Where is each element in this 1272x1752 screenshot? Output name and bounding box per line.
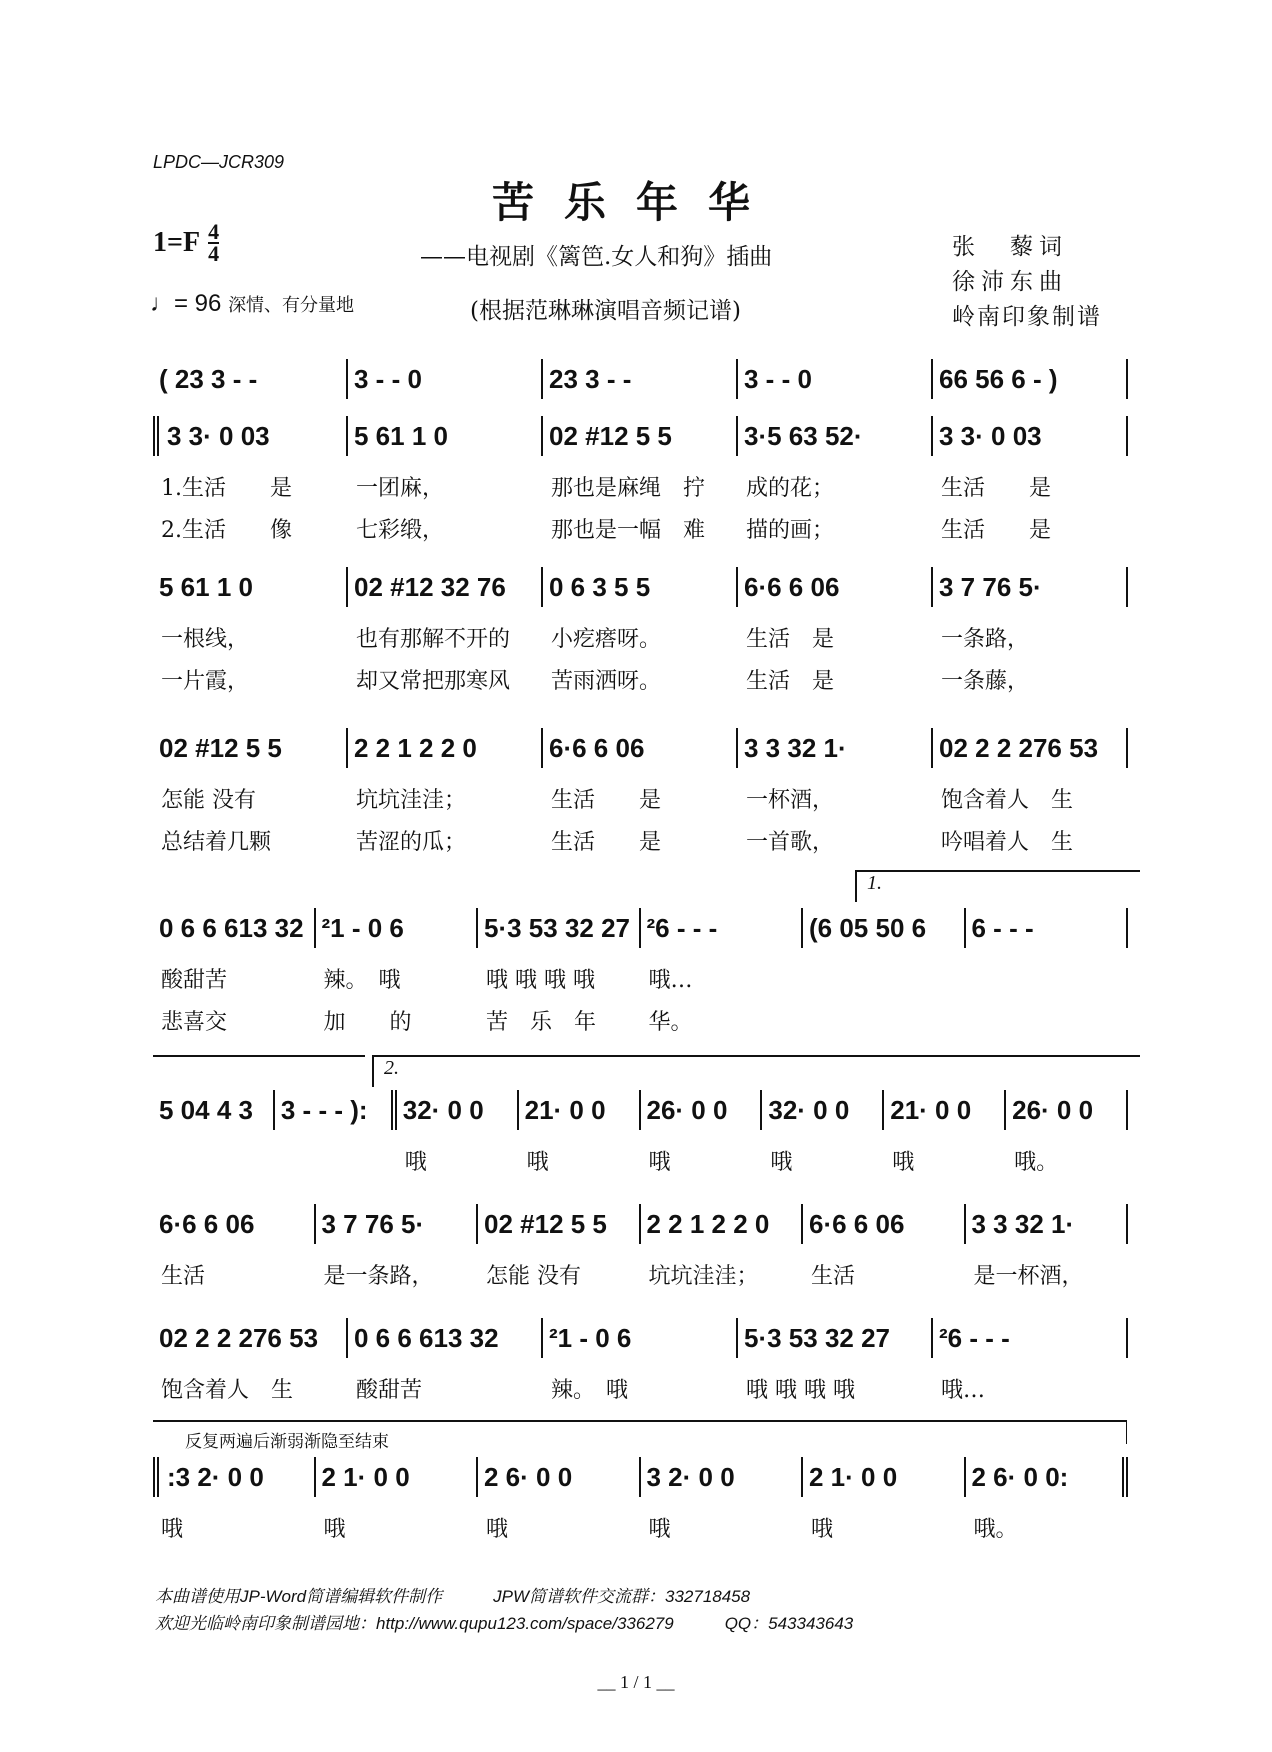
measure-notes: 3 2· 0 0 bbox=[641, 1457, 804, 1497]
lyric-verse-1: 坑坑洼洼； bbox=[356, 788, 467, 813]
measure-notes: 6 - - - bbox=[966, 908, 1129, 948]
measure bbox=[933, 416, 1128, 552]
measure bbox=[316, 1204, 479, 1298]
lyric-verse-1: 哦 bbox=[526, 1150, 549, 1175]
volta-first-continued bbox=[153, 1055, 365, 1087]
measure-notes: 2 6· 0 0: bbox=[966, 1457, 1129, 1497]
lyric-verse-2: 悲喜交 bbox=[161, 1010, 228, 1035]
lyric-verse-1: 哦… bbox=[648, 968, 693, 993]
footer-line-2: 欢迎光临岭南印象制谱园地：http://www.qupu123.com/space/336279 QQ：543343643 bbox=[155, 1614, 854, 1633]
lyric-verse-1: 一根线， bbox=[161, 627, 250, 652]
lyric-verse-1: 辣。 哦 bbox=[551, 1378, 629, 1403]
source-note: (根据范琳琳演唱音频记谱) bbox=[470, 298, 741, 324]
measure bbox=[397, 1090, 519, 1184]
lyric-verse-1: 一杯酒， bbox=[746, 788, 835, 813]
measure-notes: 5·3 53 32 27 bbox=[738, 1318, 933, 1358]
arranger: 岭南印象制谱 bbox=[952, 304, 1102, 330]
score-system bbox=[153, 416, 1128, 552]
lyric-verse-1: 是一杯酒， bbox=[973, 1264, 1084, 1289]
measure bbox=[933, 359, 1128, 399]
measure-notes: 02 2 2 276 53 bbox=[933, 728, 1128, 768]
score-system bbox=[153, 1457, 1128, 1551]
measure bbox=[543, 567, 738, 703]
measure-notes: 0 6 6 613 32 bbox=[348, 1318, 543, 1358]
measure bbox=[803, 1204, 966, 1298]
measure-notes: 6·6 6 06 bbox=[153, 1204, 316, 1244]
score-system bbox=[153, 908, 1128, 1044]
measure bbox=[348, 416, 543, 552]
lyric-verse-2: 苦 乐 年 bbox=[486, 1010, 597, 1035]
measure bbox=[543, 416, 738, 552]
score-code: LPDC—JCR309 bbox=[153, 152, 285, 172]
lyric-verse-1: 哦。 bbox=[973, 1517, 1018, 1542]
lyric-verse-1: 酸甜苦 bbox=[356, 1378, 423, 1403]
measure-notes: 3 7 76 5· bbox=[933, 567, 1128, 607]
measure bbox=[275, 1090, 397, 1184]
measure-notes: 26· 0 0 bbox=[1006, 1090, 1128, 1130]
score-system bbox=[153, 359, 1128, 399]
measure-notes: 32· 0 0 bbox=[762, 1090, 884, 1130]
measure-notes: 23 3 - - bbox=[543, 359, 738, 399]
measure bbox=[803, 908, 966, 1044]
score-system bbox=[153, 1090, 1128, 1184]
lyric-verse-2: 描的画； bbox=[746, 518, 835, 543]
measure bbox=[933, 567, 1128, 703]
lyric-verse-2: 生活 是 bbox=[941, 518, 1052, 543]
measure-notes: 0 6 6 613 32 bbox=[153, 908, 316, 948]
measure-notes: 2 1· 0 0 bbox=[316, 1457, 479, 1497]
measure-notes: 3 - - 0 bbox=[348, 359, 543, 399]
lyric-verse-2: 七彩缎， bbox=[356, 518, 445, 543]
measure-notes: 3 - - 0 bbox=[738, 359, 933, 399]
lyric-verse-1: 怎能 没有 bbox=[486, 1264, 581, 1289]
lyric-verse-1: 是一条路， bbox=[323, 1264, 434, 1289]
measure bbox=[153, 359, 348, 399]
lyric-verse-1: 生活 bbox=[161, 1264, 206, 1289]
measure bbox=[153, 728, 348, 864]
measure-notes: ²1 - 0 6 bbox=[316, 908, 479, 948]
lyric-verse-1: 坑坑洼洼； bbox=[648, 1264, 759, 1289]
lyric-verse-2: 一片霞， bbox=[161, 669, 250, 694]
key-label: 1=F bbox=[153, 227, 201, 258]
volta-second-label: 2. bbox=[384, 1057, 399, 1079]
lyric-verse-1: 生活 是 bbox=[746, 627, 835, 652]
measure bbox=[153, 416, 348, 552]
measure-notes: 3 7 76 5· bbox=[316, 1204, 479, 1244]
measure-notes: 5 61 1 0 bbox=[348, 416, 543, 456]
measure-notes: :3 2· 0 0 bbox=[153, 1457, 316, 1497]
lyric-verse-2: 加 的 bbox=[323, 1010, 412, 1035]
lyric-verse-1: 成的花； bbox=[746, 476, 835, 501]
measure-notes: 2 2 1 2 2 0 bbox=[641, 1204, 804, 1244]
lyric-verse-2: 苦雨洒呀。 bbox=[551, 669, 662, 694]
measure bbox=[738, 416, 933, 552]
lyric-verse-1: 生活 bbox=[811, 1264, 856, 1289]
measure bbox=[966, 1204, 1129, 1298]
measure-notes: 3 3· 0 03 bbox=[153, 416, 348, 456]
key-signature bbox=[153, 219, 220, 266]
measure-notes: 26· 0 0 bbox=[641, 1090, 763, 1130]
lyric-verse-2: 吟唱着人 生 bbox=[941, 830, 1074, 855]
measure-notes: 02 #12 5 5 bbox=[153, 728, 348, 768]
measure-notes: 32· 0 0 bbox=[397, 1090, 519, 1130]
lyric-verse-1: 哦 bbox=[811, 1517, 834, 1542]
measure-notes: 66 56 6 - ) bbox=[933, 359, 1128, 399]
measure-notes: ²1 - 0 6 bbox=[543, 1318, 738, 1358]
measure bbox=[738, 728, 933, 864]
measure bbox=[543, 359, 738, 399]
lyric-verse-1: 也有那解不开的 bbox=[356, 627, 511, 652]
lyric-verse-1: 生活 是 bbox=[551, 788, 662, 813]
tempo-marking bbox=[150, 290, 354, 318]
lyric-verse-1: 哦 bbox=[770, 1150, 793, 1175]
measure-notes: 02 #12 5 5 bbox=[543, 416, 738, 456]
measure bbox=[153, 567, 348, 703]
composer: 徐沛东曲 bbox=[952, 269, 1068, 295]
lyric-verse-1: 哦 bbox=[892, 1150, 915, 1175]
measure bbox=[478, 1457, 641, 1551]
measure-notes: ²6 - - - bbox=[933, 1318, 1128, 1358]
lyric-verse-1: 一条路， bbox=[941, 627, 1030, 652]
score-system bbox=[153, 1318, 1128, 1412]
lyric-verse-2: 却又常把那寒风 bbox=[356, 669, 511, 694]
page-number: __ 1 / 1 __ bbox=[597, 1672, 675, 1692]
subtitle: ——电视剧《篱笆.女人和狗》插曲 bbox=[420, 244, 773, 270]
repeat-instruction: 反复两遍后渐弱渐隐至结束 bbox=[185, 1432, 389, 1451]
lyric-verse-2: 生活 是 bbox=[551, 830, 662, 855]
lyric-verse-1: 小疙瘩呀。 bbox=[551, 627, 662, 652]
score-system bbox=[153, 567, 1128, 703]
measure bbox=[478, 1204, 641, 1298]
measure bbox=[641, 1457, 804, 1551]
measure bbox=[933, 1318, 1128, 1412]
measure-notes: 5 04 4 3 bbox=[153, 1090, 275, 1130]
measure bbox=[316, 1457, 479, 1551]
measure bbox=[641, 1204, 804, 1298]
measure bbox=[738, 359, 933, 399]
lyric-verse-2: 总结着几颗 bbox=[161, 830, 272, 855]
lyric-verse-1: 哦 bbox=[161, 1517, 184, 1542]
time-top: 4 bbox=[208, 219, 220, 244]
measure bbox=[153, 1090, 275, 1184]
lyric-verse-1: 一团麻， bbox=[356, 476, 445, 501]
measure-notes: 6·6 6 06 bbox=[738, 567, 933, 607]
lyric-verse-1: 辣。 哦 bbox=[323, 968, 401, 993]
measure-notes: 5 61 1 0 bbox=[153, 567, 348, 607]
measure bbox=[153, 1204, 316, 1298]
lyric-verse-1: 哦 bbox=[323, 1517, 346, 1542]
measure bbox=[478, 908, 641, 1044]
lyric-verse-2: 那也是一幅 难 bbox=[551, 518, 706, 543]
volta-first bbox=[855, 870, 1140, 902]
lyric-verse-2: 2.生活 像 bbox=[161, 518, 292, 543]
measure-notes: 3·5 63 52· bbox=[738, 416, 933, 456]
score-system bbox=[153, 728, 1128, 864]
measure-notes: 3 3 32 1· bbox=[966, 1204, 1129, 1244]
measure bbox=[966, 1457, 1129, 1551]
measure bbox=[153, 1457, 316, 1551]
volta-first-label: 1. bbox=[867, 872, 882, 894]
measure bbox=[803, 1457, 966, 1551]
lyric-verse-1: 饱含着人 生 bbox=[941, 788, 1074, 813]
lyric-verse-2: 一首歌， bbox=[746, 830, 835, 855]
measure bbox=[543, 1318, 738, 1412]
measure bbox=[348, 567, 543, 703]
measure-notes: 21· 0 0 bbox=[884, 1090, 1006, 1130]
measure-notes: 21· 0 0 bbox=[519, 1090, 641, 1130]
measure-notes: 2 1· 0 0 bbox=[803, 1457, 966, 1497]
measure-notes: 02 2 2 276 53 bbox=[153, 1318, 348, 1358]
tempo-value: ♩= 96 bbox=[150, 290, 222, 317]
measure bbox=[316, 908, 479, 1044]
measure-notes: 3 3 32 1· bbox=[738, 728, 933, 768]
lyric-verse-1: 那也是麻绳 拧 bbox=[551, 476, 706, 501]
measure bbox=[543, 728, 738, 864]
lyricist: 张 藜词 bbox=[952, 234, 1068, 260]
lyric-verse-1: 酸甜苦 bbox=[161, 968, 228, 993]
time-bottom: 4 bbox=[208, 241, 220, 266]
lyric-verse-1: 哦。 bbox=[1014, 1150, 1059, 1175]
measure-notes: 02 #12 32 76 bbox=[348, 567, 543, 607]
time-signature bbox=[208, 219, 220, 266]
lyric-verse-1: 哦 bbox=[486, 1517, 509, 1542]
measure-notes: 6·6 6 06 bbox=[543, 728, 738, 768]
lyric-verse-2: 苦涩的瓜； bbox=[356, 830, 467, 855]
measure-notes: ²6 - - - bbox=[641, 908, 804, 948]
measure-notes: 3 - - - ): bbox=[275, 1090, 397, 1130]
measure-notes: 5·3 53 32 27 bbox=[478, 908, 641, 948]
lyric-verse-1: 哦 bbox=[648, 1150, 671, 1175]
measure-notes: 2 6· 0 0 bbox=[478, 1457, 641, 1497]
measure bbox=[153, 908, 316, 1044]
lyric-verse-2: 华。 bbox=[648, 1010, 693, 1035]
lyric-verse-2: 生活 是 bbox=[746, 669, 835, 694]
measure bbox=[762, 1090, 884, 1184]
footer-line-1: 本曲谱使用JP-Word简谱编辑软件制作 JPW简谱软件交流群：332718458 bbox=[155, 1587, 751, 1606]
lyric-verse-1: 哦… bbox=[941, 1378, 986, 1403]
measure bbox=[153, 1318, 348, 1412]
measure-notes: 6·6 6 06 bbox=[803, 1204, 966, 1244]
measure bbox=[641, 908, 804, 1044]
measure bbox=[348, 728, 543, 864]
measure-notes: 3 3· 0 03 bbox=[933, 416, 1128, 456]
lyric-verse-1: 哦 哦 哦 哦 bbox=[746, 1378, 855, 1403]
measure-notes: 2 2 1 2 2 0 bbox=[348, 728, 543, 768]
measure bbox=[348, 1318, 543, 1412]
lyric-verse-1: 哦 bbox=[648, 1517, 671, 1542]
expression: 深情、有分量地 bbox=[228, 295, 355, 315]
measure bbox=[348, 359, 543, 399]
measure bbox=[933, 728, 1128, 864]
score-system bbox=[153, 1204, 1128, 1298]
measure bbox=[738, 1318, 933, 1412]
lyric-verse-2: 一条藤， bbox=[941, 669, 1030, 694]
lyric-verse-1: 饱含着人 生 bbox=[161, 1378, 294, 1403]
measure bbox=[641, 1090, 763, 1184]
measure-notes: ( 23 3 - - bbox=[153, 359, 348, 399]
measure bbox=[519, 1090, 641, 1184]
measure bbox=[1006, 1090, 1128, 1184]
page-title: 苦乐年华 bbox=[491, 178, 780, 227]
lyric-verse-1: 生活 是 bbox=[941, 476, 1052, 501]
measure-notes: 02 #12 5 5 bbox=[478, 1204, 641, 1244]
measure bbox=[738, 567, 933, 703]
lyric-verse-1: 怎能 没有 bbox=[161, 788, 256, 813]
measure bbox=[884, 1090, 1006, 1184]
volta-second bbox=[372, 1055, 1140, 1087]
measure bbox=[966, 908, 1129, 1044]
measure-notes: (6 05 50 6 bbox=[803, 908, 966, 948]
lyric-verse-1: 哦 bbox=[404, 1150, 427, 1175]
lyric-verse-1: 1.生活 是 bbox=[161, 476, 292, 501]
measure-notes: 0 6 3 5 5 bbox=[543, 567, 738, 607]
lyric-verse-1: 哦 哦 哦 哦 bbox=[486, 968, 595, 993]
